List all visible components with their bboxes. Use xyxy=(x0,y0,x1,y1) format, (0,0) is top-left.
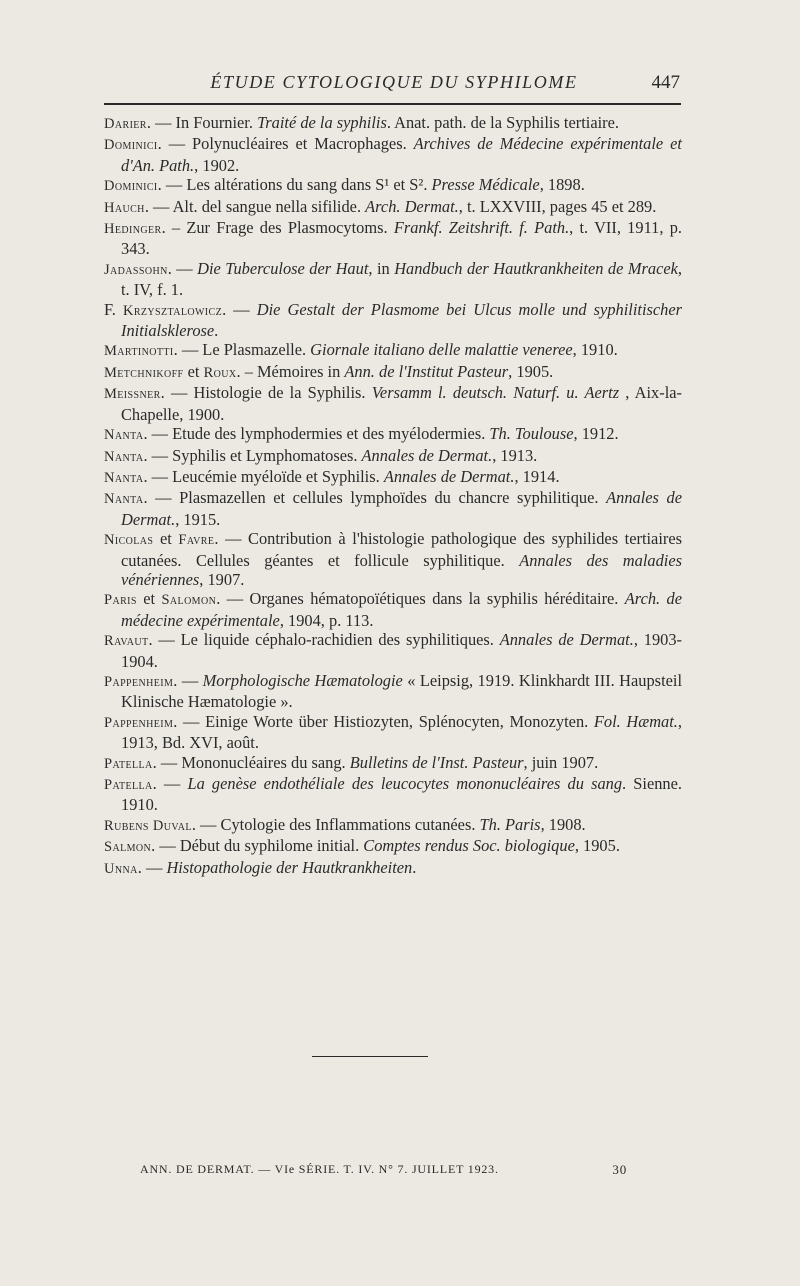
reference-entry xyxy=(104,671,682,712)
author-name: Dominici xyxy=(104,178,158,195)
publication-title: Handbuch der Hautkrankheiten de Mracek xyxy=(394,258,678,278)
reference-text: et xyxy=(136,589,162,609)
publication-title: Bulletins de l'Inst. Pasteur xyxy=(349,752,524,772)
reference-entry xyxy=(104,340,682,361)
reference-entry xyxy=(104,589,682,630)
publication-title: Annales de Dermat. xyxy=(383,466,515,486)
publication-title: Arch. de médecine expérimentale xyxy=(121,589,683,630)
author-name: Unna xyxy=(104,860,138,877)
author-name: Ravaut xyxy=(104,633,149,650)
page-header xyxy=(106,70,682,100)
reference-text: , 1913, Bd. XVI, août. xyxy=(121,711,682,753)
publication-title: Ann. de l'Institut Pasteur xyxy=(344,361,509,381)
reference-text: , 1914. xyxy=(514,466,560,486)
reference-text: , 1912. xyxy=(573,424,619,444)
journal-reference: ANN. DE DERMAT. — VIe SÉRIE. T. IV. N° 7. JUILLET 1923. xyxy=(140,1162,499,1176)
reference-entry xyxy=(104,113,682,134)
publication-title: Die Tuberculose der Haut xyxy=(197,258,369,278)
publication-title: Annales des maladies vénériennes xyxy=(121,550,682,589)
reference-entry xyxy=(104,259,682,300)
reference-text: , 1898. xyxy=(539,175,585,195)
reference-entry xyxy=(104,175,682,196)
author-name: Hedinger xyxy=(104,221,162,238)
running-title: ÉTUDE CYTOLOGIQUE DU SYPHILOME xyxy=(210,72,578,92)
page-number: 447 xyxy=(651,72,680,93)
reference-text: . — Début du syphilome initial. xyxy=(151,836,364,856)
publication-title: La genèse endothéliale des leucocytes mononucléaires du sang xyxy=(187,774,623,793)
reference-text: . xyxy=(214,321,219,341)
reference-entry xyxy=(104,712,682,753)
author-name: Metchnikoff xyxy=(104,364,184,381)
reference-text: , 1904, p. 113. xyxy=(279,610,374,630)
reference-text: , 1905. xyxy=(508,361,554,381)
reference-text: . — Etude des lymphodermies et des myélodermies. xyxy=(143,424,490,444)
reference-text: . — Mononucléaires du sang. xyxy=(152,752,350,772)
reference-text: et xyxy=(153,529,179,549)
reference-entry xyxy=(104,197,682,218)
author-name: Nanta xyxy=(104,469,144,486)
author-name: Martinotti xyxy=(104,343,174,360)
publication-title: Th. Paris xyxy=(479,814,541,834)
publication-title: Frankf. Zeitshrift. f. Path. xyxy=(393,218,570,238)
page-footer xyxy=(140,1162,660,1182)
reference-text: . — Le Plasmazelle. xyxy=(173,340,311,360)
author-name: Rubens Duval xyxy=(104,817,192,834)
author-name: Hauch xyxy=(104,199,145,216)
reference-text: , 1910. xyxy=(572,340,618,360)
author-name: Salomon xyxy=(161,592,217,609)
header-rule xyxy=(104,103,681,105)
author-name: Nanta xyxy=(104,491,144,508)
reference-text: . — Organes hématopoïétiques dans la syphilis héréditaire. xyxy=(216,589,625,609)
author-name: Jadassohn xyxy=(104,261,168,278)
publication-title: Annales de Dermat. xyxy=(499,630,634,650)
author-name: Favre xyxy=(178,532,215,549)
author-name: Paris xyxy=(104,592,137,609)
reference-text: , t. LXXVIII, pages 45 et 289. xyxy=(458,196,657,216)
reference-entry xyxy=(104,815,682,836)
author-name: Krzysztalowicz xyxy=(122,302,223,319)
reference-entry xyxy=(104,529,682,589)
reference-entry xyxy=(104,467,682,488)
reference-text: et xyxy=(183,361,204,381)
reference-text: . — Les altérations du sang dans S¹ et S². xyxy=(157,175,432,195)
reference-text: . — Leucémie myéloïde et Syphilis. xyxy=(143,466,384,486)
reference-text: . Sienne. 1910. xyxy=(121,774,682,815)
reference-entry xyxy=(104,446,682,467)
reference-entry xyxy=(104,836,682,857)
reference-text: , juin 1907. xyxy=(523,752,599,772)
reference-text: . — In Fournier. xyxy=(146,113,258,132)
reference-entry xyxy=(104,630,682,671)
publication-title: Die Gestalt der Plasmome bei Ulcus molle und syphilitischer Initialsklerose xyxy=(121,299,682,341)
author-name: Meissner xyxy=(104,386,161,403)
reference-entry xyxy=(104,488,682,529)
reference-text: . — Le liquide céphalo-rachidien des syphilitiques. xyxy=(148,630,500,650)
reference-text: . — Alt. del sangue nella sifilide. xyxy=(144,196,366,216)
sheet-number: 30 xyxy=(612,1162,627,1177)
reference-text: . xyxy=(412,857,417,877)
reference-entry xyxy=(104,424,682,445)
author-name: Darier xyxy=(104,116,147,132)
publication-title: Traité de la syphilis xyxy=(257,113,387,132)
reference-text: , 1905. xyxy=(574,836,620,856)
author-name: Nanta xyxy=(104,427,144,444)
publication-title: Annales de Dermat. xyxy=(361,445,493,465)
reference-text: , 1902. xyxy=(194,155,240,175)
reference-entry xyxy=(104,858,682,879)
publication-title: Presse Médicale xyxy=(431,175,540,195)
reference-text: . — xyxy=(137,857,167,877)
publication-title: Arch. Dermat. xyxy=(365,196,459,216)
end-rule xyxy=(312,1056,428,1057)
author-name: Nicolas xyxy=(104,532,154,549)
reference-text: , 1913. xyxy=(492,445,538,465)
publication-title: Th. Toulouse xyxy=(489,424,574,444)
reference-text: , 1915. xyxy=(175,509,221,529)
reference-text: . — Contribution à l'histologie pathologique des syphilides tertiaires cutanées. Cellules géantes et follicule syphilitique. xyxy=(121,529,682,570)
publication-title: Morphologische Hæmatologie xyxy=(202,670,403,690)
reference-text: . — xyxy=(152,774,188,793)
reference-entry xyxy=(104,300,682,341)
reference-text: , 1903-1904. xyxy=(121,630,682,671)
reference-text: « Leipsig, 1919. Klinkhardt III. Haupsteil Klinische Hæmatologie ». xyxy=(121,670,683,712)
reference-text: . — Plasmazellen et cellules lymphoïdes du chancre syphilitique. xyxy=(143,488,607,508)
reference-text: . — Cytologie des Inflammations cutanées. xyxy=(191,814,480,834)
reference-text: . – Zur Frage des Plasmocytoms. xyxy=(161,218,394,238)
reference-text: . — xyxy=(167,258,198,278)
publication-title: Annales de Dermat. xyxy=(121,488,682,529)
author-name: Pappenheim xyxy=(104,714,174,731)
publication-title: Histopathologie der Hautkrankheiten xyxy=(166,857,413,877)
reference-text: . – Mémoires in xyxy=(236,361,345,381)
reference-text: , 1908. xyxy=(540,814,586,834)
reference-text: , Aix-la-Chapelle, 1900. xyxy=(121,383,682,424)
publication-title: Versamm l. deutsch. Naturf. u. Aertz xyxy=(371,383,620,403)
publication-title: Fol. Hæmat. xyxy=(593,711,678,731)
reference-entry xyxy=(104,753,682,774)
author-name: Pappenheim xyxy=(104,673,174,690)
publication-title: Giornale italiano delle malattie veneree xyxy=(310,340,573,360)
publication-title: Comptes rendus Soc. biologique xyxy=(363,836,575,856)
reference-text: . — Histologie de la Syphilis. xyxy=(160,383,372,403)
reference-entry xyxy=(104,362,682,383)
reference-text: F. xyxy=(104,299,123,319)
author-name: Dominici xyxy=(104,137,158,154)
reference-text: . — xyxy=(173,670,203,690)
reference-entry xyxy=(104,774,682,815)
reference-text: , t. VII, 1911, p. 343. xyxy=(121,218,682,259)
reference-text: . — Polynucléaires et Macrophages. xyxy=(157,134,414,154)
author-name: Patella xyxy=(104,755,153,772)
author-name: Nanta xyxy=(104,448,144,465)
author-name: Salmon xyxy=(104,839,152,856)
reference-text: , 1907. xyxy=(199,569,245,589)
reference-text: . Anat. path. de la Syphilis tertiaire. xyxy=(386,113,619,132)
reference-text: . — Einige Worte über Histiozyten, Splénocyten, Monozyten. xyxy=(173,711,594,731)
reference-entry xyxy=(104,383,682,424)
reference-text: , t. IV, f. 1. xyxy=(121,258,682,300)
reference-entry xyxy=(104,134,682,175)
reference-text: . — xyxy=(222,299,257,319)
author-name: Roux xyxy=(203,364,237,381)
reference-text: , in xyxy=(368,258,395,278)
reference-entry xyxy=(104,218,682,259)
author-name: Patella xyxy=(104,777,153,793)
publication-title: Archives de Médecine expérimentale et d'An. Path. xyxy=(121,134,682,175)
reference-text: . — Syphilis et Lymphomatoses. xyxy=(143,445,362,465)
bibliography-list xyxy=(104,113,682,879)
